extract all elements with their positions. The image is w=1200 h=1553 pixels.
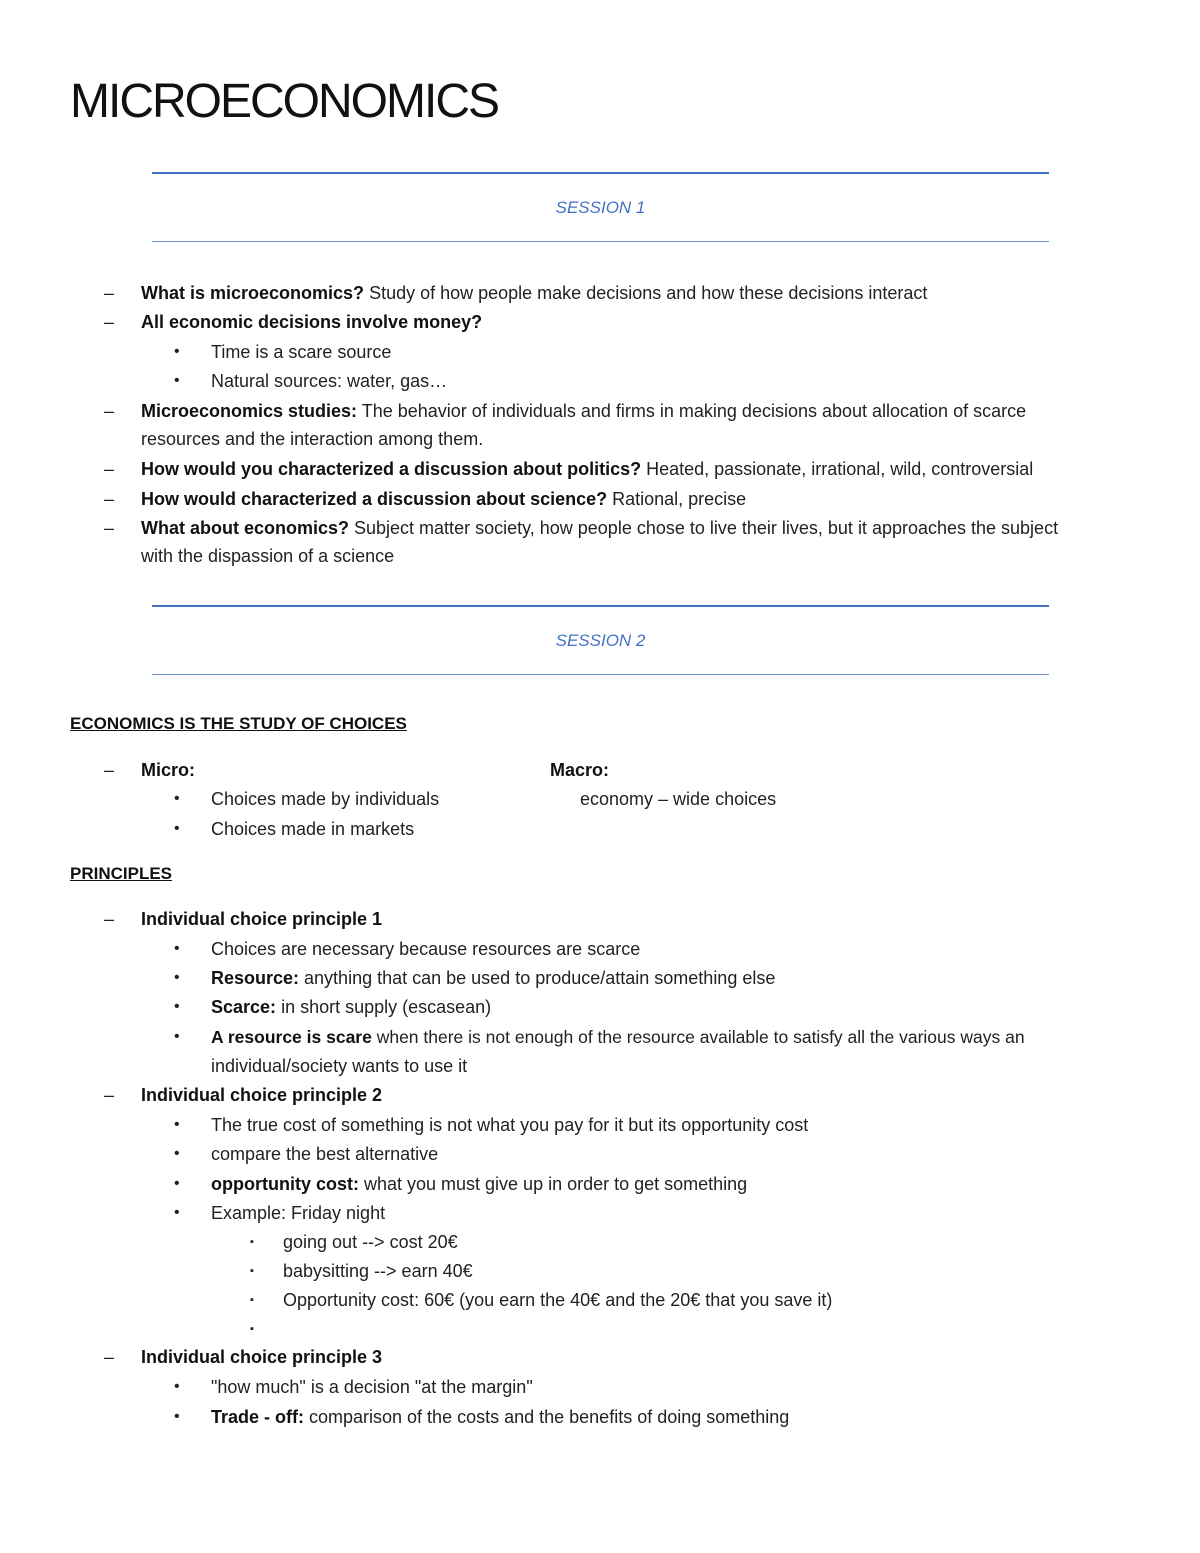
answer-text: Subject matter society, how people chose to live their lives, but it approaches the subject <box>349 518 1059 538</box>
principle-item <box>211 1026 1025 1048</box>
example-item: babysitting --> earn 40€ <box>283 1261 473 1281</box>
macro-label-text: Macro: <box>550 760 610 780</box>
principle-item: Choices are necessary because resources are scarce <box>211 939 641 959</box>
list-item <box>141 311 482 333</box>
bullet-marker: • <box>174 1145 180 1162</box>
session2-bottom-rule <box>152 674 1049 675</box>
answer-text: Heated, passionate, irrational, wild, controversial <box>641 459 1034 479</box>
bullet-marker: • <box>174 1408 180 1425</box>
principle-item <box>211 996 491 1018</box>
macro-label <box>550 759 609 781</box>
principle-item <box>211 1173 747 1195</box>
document-title: MICROECONOMICS <box>70 75 498 128</box>
list-item-continuation: with the dispassion of a science <box>141 546 395 566</box>
principle-label <box>141 908 382 930</box>
list-item <box>141 282 927 304</box>
dash-marker: – <box>104 312 115 332</box>
dash-marker: – <box>104 518 115 538</box>
square-marker: ▪ <box>250 1294 254 1306</box>
principle-item: compare the best alternative <box>211 1144 439 1164</box>
dash-marker: – <box>104 401 115 421</box>
principle-item <box>211 967 775 989</box>
list-item <box>141 488 746 510</box>
principle-item-continuation: individual/society wants to use it <box>211 1056 468 1076</box>
bullet-marker: • <box>174 790 180 807</box>
dash-marker: – <box>104 489 115 509</box>
answer-text: Study of how people make decisions and how these decisions interact <box>364 283 928 303</box>
question-text: How would you characterized a discussion about politics? <box>141 459 642 479</box>
sub-list-item: Natural sources: water, gas… <box>211 371 448 391</box>
session1-bottom-rule <box>152 241 1049 242</box>
bullet-marker: • <box>174 969 180 986</box>
example-item: Opportunity cost: 60€ (you earn the 40€ and the 20€ that you save it) <box>283 1290 833 1310</box>
session1-label: SESSION 1 <box>555 198 646 217</box>
bullet-marker: • <box>174 343 180 360</box>
term-text: Trade - off: <box>211 1407 304 1427</box>
answer-text: The behavior of individuals and firms in making decisions about allocation of scarce <box>357 401 1027 421</box>
square-marker: ▪ <box>250 1236 254 1248</box>
principle-item: The true cost of something is not what you pay for it but its opportunity cost <box>211 1115 809 1135</box>
principle-label <box>141 1346 382 1368</box>
principle-label-text: Individual choice principle 3 <box>141 1347 383 1367</box>
list-item <box>141 458 1033 480</box>
term-text: Scarce: <box>211 997 277 1017</box>
bullet-marker: • <box>174 940 180 957</box>
question-text: What about economics? <box>141 518 350 538</box>
bullet-marker: • <box>174 1116 180 1133</box>
definition-text: in short supply (escasean) <box>276 997 492 1017</box>
question-text: How would characterized a discussion about science? <box>141 489 608 509</box>
answer-text: Rational, precise <box>607 489 747 509</box>
bullet-marker: • <box>174 998 180 1015</box>
bullet-marker: • <box>174 1028 180 1045</box>
micro-item: Choices made by individuals <box>211 789 440 809</box>
list-item-continuation: resources and the interaction among them. <box>141 429 484 449</box>
definition-text: comparison of the costs and the benefits of doing something <box>304 1407 790 1427</box>
dash-marker: – <box>104 1085 115 1105</box>
question-text: All economic decisions involve money? <box>141 312 483 332</box>
principle-item: "how much" is a decision "at the margin" <box>211 1377 533 1397</box>
principle-item: Example: Friday night <box>211 1203 386 1223</box>
session2-label: SESSION 2 <box>555 631 646 650</box>
dash-marker: – <box>104 909 115 929</box>
macro-item: economy – wide choices <box>580 789 777 809</box>
micro-label-text: Micro: <box>141 760 195 780</box>
principle-label-text: Individual choice principle 1 <box>141 909 383 929</box>
square-marker: ▪ <box>250 1265 254 1277</box>
bullet-marker: • <box>174 1378 180 1395</box>
bullet-marker: • <box>174 820 180 837</box>
question-text: What is microeconomics? <box>141 283 365 303</box>
definition-text: what you must give up in order to get something <box>358 1174 748 1194</box>
sub-list-item: Time is a scare source <box>211 342 392 362</box>
list-item <box>141 517 1058 539</box>
dash-marker: – <box>104 760 115 780</box>
section-heading-principles: PRINCIPLES <box>70 864 173 883</box>
dash-marker: – <box>104 283 115 303</box>
session1-top-rule <box>152 172 1049 174</box>
term-text: A resource is scare <box>211 1027 372 1047</box>
principle-label-text: Individual choice principle 2 <box>141 1085 383 1105</box>
principle-item <box>211 1406 789 1428</box>
square-marker: ▪ <box>250 1323 254 1335</box>
section-heading-choices: ECONOMICS IS THE STUDY OF CHOICES <box>70 714 407 733</box>
bullet-marker: • <box>174 1175 180 1192</box>
definition-text: anything that can be used to produce/attain something else <box>299 968 776 988</box>
list-item <box>141 400 1026 422</box>
dash-marker: – <box>104 1347 115 1367</box>
dash-marker: – <box>104 459 115 479</box>
example-item: going out --> cost 20€ <box>283 1232 458 1252</box>
principle-label <box>141 1084 382 1106</box>
session2-top-rule <box>152 605 1049 607</box>
term-text: Resource: <box>211 968 300 988</box>
micro-label <box>141 759 195 781</box>
question-text: Microeconomics studies: <box>141 401 358 421</box>
definition-text: when there is not enough of the resource available to satisfy all the various ways an <box>371 1027 1025 1047</box>
micro-item: Choices made in markets <box>211 819 415 839</box>
bullet-marker: • <box>174 372 180 389</box>
bullet-marker: • <box>174 1204 180 1221</box>
term-text: opportunity cost: <box>211 1174 359 1194</box>
